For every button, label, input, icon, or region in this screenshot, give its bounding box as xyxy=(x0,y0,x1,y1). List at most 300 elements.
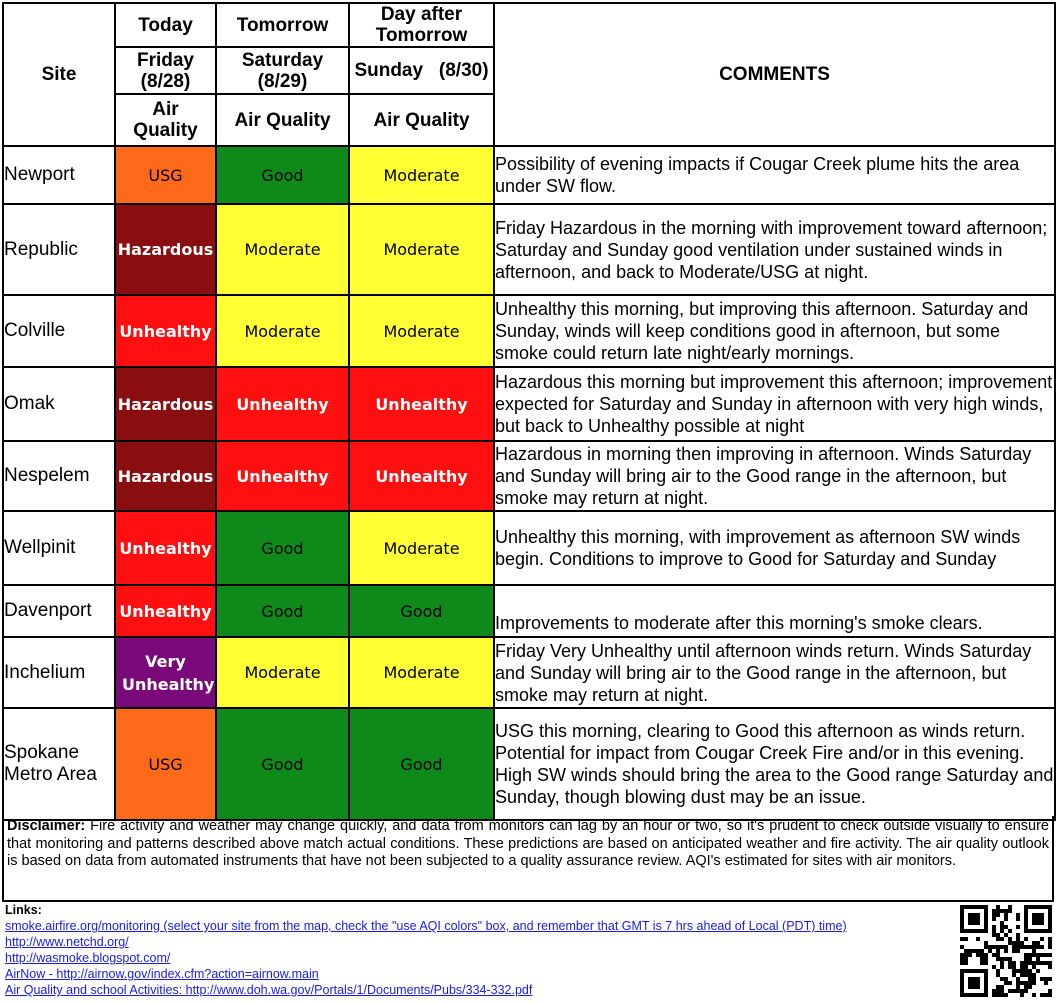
site-header: Site xyxy=(3,3,115,146)
sunday-air-quality-cell: Moderate xyxy=(349,146,494,204)
saturday-air-quality-header: Air Quality xyxy=(216,94,349,146)
qr-module xyxy=(992,917,996,921)
saturday-air-quality-cell: Unhealthy xyxy=(216,441,349,511)
qr-module xyxy=(1020,969,1024,973)
qr-module xyxy=(1004,913,1008,917)
site-name: Newport xyxy=(3,146,115,204)
qr-module xyxy=(1016,941,1020,945)
qr-module xyxy=(1032,921,1036,925)
qr-module xyxy=(1032,981,1036,985)
qr-module xyxy=(972,921,976,925)
qr-module xyxy=(964,953,968,957)
links-label: Links: xyxy=(5,903,42,917)
qr-module xyxy=(1012,961,1016,965)
qr-module xyxy=(984,945,988,949)
qr-module xyxy=(996,953,1000,957)
qr-module xyxy=(1032,965,1036,969)
qr-module xyxy=(1048,937,1052,941)
qr-module xyxy=(980,969,984,973)
qr-module xyxy=(1020,973,1024,977)
table-row xyxy=(3,146,1055,204)
qr-module xyxy=(1032,953,1036,957)
qr-module xyxy=(960,981,964,985)
qr-module xyxy=(1032,929,1036,933)
qr-module xyxy=(1048,953,1052,957)
qr-module xyxy=(1004,949,1008,953)
qr-module xyxy=(1024,925,1028,929)
qr-module xyxy=(1048,977,1052,981)
qr-module xyxy=(1008,905,1012,909)
qr-module xyxy=(996,937,1000,941)
qr-module xyxy=(1036,929,1040,933)
qr-module xyxy=(1048,961,1052,965)
qr-module xyxy=(1028,953,1032,957)
friday-air-quality-cell: USG xyxy=(115,708,216,820)
friday-air-quality-cell: Very Unhealthy xyxy=(115,637,216,708)
disclaimer xyxy=(2,816,1054,902)
qr-module xyxy=(1048,945,1052,949)
qr-module xyxy=(996,989,1000,993)
comment-cell: USG this morning, clearing to Good this afternoon as winds return. Potential for impact from Cougar Creek Fire and/or in this evening. High SW winds should bring the area to the Good range Saturday and Sunday, though blowing dust may be an issue. xyxy=(494,708,1055,820)
saturday-weekday: Saturday xyxy=(241,49,324,71)
qr-module xyxy=(1024,905,1028,909)
qr-module xyxy=(1036,945,1040,949)
friday-date-header xyxy=(115,47,216,94)
qr-module xyxy=(1028,977,1032,981)
disclaimer-label: Disclaimer: xyxy=(7,818,86,834)
qr-module xyxy=(1024,957,1028,961)
qr-module xyxy=(1004,977,1008,981)
qr-module xyxy=(960,985,964,989)
qr-module xyxy=(960,909,964,913)
qr-module xyxy=(1036,913,1040,917)
qr-module xyxy=(1048,917,1052,921)
qr-module xyxy=(984,941,988,945)
friday-air-quality-cell: Unhealthy xyxy=(115,511,216,585)
qr-module xyxy=(1024,961,1028,965)
saturday-air-quality-cell: Good xyxy=(216,146,349,204)
qr-module xyxy=(1024,945,1028,949)
qr-module xyxy=(960,993,964,997)
qr-module xyxy=(1028,981,1032,985)
table-row xyxy=(3,295,1055,367)
qr-module xyxy=(980,929,984,933)
qr-module xyxy=(996,957,1000,961)
qr-module xyxy=(1032,905,1036,909)
qr-module xyxy=(1048,925,1052,929)
qr-module xyxy=(968,905,972,909)
qr-module xyxy=(1036,921,1040,925)
qr-module xyxy=(1048,921,1052,925)
qr-module xyxy=(976,905,980,909)
qr-module xyxy=(980,993,984,997)
qr-module xyxy=(1000,957,1004,961)
qr-module xyxy=(960,989,964,993)
qr-module xyxy=(1000,921,1004,925)
qr-module xyxy=(960,961,964,965)
qr-module xyxy=(964,957,968,961)
disclaimer-text: Fire activity and weather may change quickly, and data from monitors can lag by an hour or two, so it's prudent to check outside visually to ensure that monitoring and patterns described above match actual conditions. These predictions are based on anticipated weather and fire activity. The air quality outlook is based on data from automated instruments that have not been subjected to a quality assurance review. AQI's estimated for sites with air monitors. xyxy=(7,818,1049,869)
qr-module xyxy=(980,949,984,953)
qr-module xyxy=(1040,953,1044,957)
qr-module xyxy=(1028,929,1032,933)
qr-module xyxy=(1020,993,1024,997)
qr-module xyxy=(1024,909,1028,913)
qr-module xyxy=(996,985,1000,989)
comments-header: COMMENTS xyxy=(494,3,1055,146)
saturday-air-quality-cell: Moderate xyxy=(216,295,349,367)
qr-module xyxy=(1016,985,1020,989)
site-name: Inchelium xyxy=(3,637,115,708)
qr-module xyxy=(1036,905,1040,909)
link-netchd[interactable]: http://www.netchd.org/ xyxy=(5,935,129,949)
qr-module xyxy=(1036,969,1040,973)
qr-module xyxy=(1048,941,1052,945)
qr-module xyxy=(976,969,980,973)
qr-module xyxy=(1040,961,1044,965)
qr-module xyxy=(984,977,988,981)
qr-module xyxy=(964,929,968,933)
qr-module xyxy=(992,953,996,957)
site-name: Wellpinit xyxy=(3,511,115,585)
qr-module xyxy=(1004,981,1008,985)
qr-module xyxy=(1012,945,1016,949)
friday-air-quality-cell: Hazardous xyxy=(115,204,216,295)
qr-module xyxy=(1000,961,1004,965)
qr-module xyxy=(968,981,972,985)
qr-module xyxy=(992,909,996,913)
table-row xyxy=(3,367,1055,441)
qr-module xyxy=(1000,929,1004,933)
qr-module xyxy=(1048,929,1052,933)
comment-cell: Improvements to moderate after this morning's smoke clears. xyxy=(494,585,1055,637)
qr-module xyxy=(1004,925,1008,929)
qr-module xyxy=(960,913,964,917)
saturday-air-quality-cell: Moderate xyxy=(216,637,349,708)
saturday-air-quality-cell: Unhealthy xyxy=(216,367,349,441)
qr-module xyxy=(1040,937,1044,941)
qr-module xyxy=(984,909,988,913)
qr-module xyxy=(996,905,1000,909)
qr-module xyxy=(1032,941,1036,945)
qr-module xyxy=(1024,929,1028,933)
qr-module xyxy=(1012,941,1016,945)
qr-module xyxy=(1008,957,1012,961)
qr-module xyxy=(992,945,996,949)
qr-module xyxy=(972,985,976,989)
qr-module xyxy=(1048,965,1052,969)
sunday-air-quality-cell: Moderate xyxy=(349,295,494,367)
link-airnow[interactable]: AirNow - http://airnow.gov/index.cfm?action=airnow.main xyxy=(5,967,319,981)
table-row xyxy=(3,585,1055,637)
qr-module xyxy=(1016,981,1020,985)
qr-module xyxy=(968,953,972,957)
qr-module xyxy=(1020,961,1024,965)
links-list xyxy=(5,918,955,998)
qr-module xyxy=(960,945,964,949)
saturday-air-quality-cell: Good xyxy=(216,585,349,637)
qr-module xyxy=(1028,973,1032,977)
qr-module xyxy=(996,969,1000,973)
qr-module xyxy=(972,905,976,909)
site-name: Davenport xyxy=(3,585,115,637)
qr-module xyxy=(1024,969,1028,973)
qr-module xyxy=(964,949,968,953)
qr-module xyxy=(1048,913,1052,917)
friday-air-quality-cell: USG xyxy=(115,146,216,204)
qr-module xyxy=(1040,929,1044,933)
qr-module xyxy=(1032,977,1036,981)
qr-module xyxy=(1032,973,1036,977)
qr-module xyxy=(968,985,972,989)
qr-module xyxy=(1000,909,1004,913)
qr-module xyxy=(1040,913,1044,917)
qr-module xyxy=(960,921,964,925)
qr-module xyxy=(976,921,980,925)
sunday-date-header xyxy=(349,47,494,94)
qr-module xyxy=(984,969,988,973)
saturday-date-header xyxy=(216,47,349,94)
qr-module xyxy=(980,905,984,909)
comment-cell: Friday Hazardous in the morning with improvement toward afternoon; Saturday and Sunday good ventilation under sustained winds in afternoon, and back to Moderate/USG at night. xyxy=(494,204,1055,295)
qr-module xyxy=(984,961,988,965)
qr-module xyxy=(960,953,964,957)
site-name: Colville xyxy=(3,295,115,367)
qr-module xyxy=(1020,981,1024,985)
friday-air-quality-cell: Unhealthy xyxy=(115,295,216,367)
qr-module xyxy=(1020,945,1024,949)
friday-air-quality-cell: Hazardous xyxy=(115,441,216,511)
qr-module xyxy=(1028,945,1032,949)
qr-module xyxy=(1044,961,1048,965)
qr-module xyxy=(1004,909,1008,913)
qr-module xyxy=(976,913,980,917)
qr-module xyxy=(1024,913,1028,917)
qr-module xyxy=(1036,941,1040,945)
qr-module xyxy=(1044,977,1048,981)
qr-module xyxy=(968,929,972,933)
qr-module xyxy=(960,925,964,929)
qr-module xyxy=(1000,965,1004,969)
qr-module xyxy=(968,977,972,981)
qr-module xyxy=(992,933,996,937)
qr-module xyxy=(1000,977,1004,981)
comment-cell: Friday Very Unhealthy until afternoon winds return. Winds Saturday and Sunday will bring air to the Good range in the afternoon, but smoke may return at night. xyxy=(494,637,1055,708)
qr-module xyxy=(976,953,980,957)
qr-module xyxy=(1032,945,1036,949)
qr-module xyxy=(1028,905,1032,909)
qr-module xyxy=(1004,993,1008,997)
qr-module xyxy=(984,921,988,925)
qr-module xyxy=(984,917,988,921)
qr-module xyxy=(996,933,1000,937)
qr-module xyxy=(1016,917,1020,921)
qr-module xyxy=(972,969,976,973)
qr-module xyxy=(1024,937,1028,941)
sunday-air-quality-cell: Good xyxy=(349,585,494,637)
qr-module xyxy=(1000,925,1004,929)
qr-module xyxy=(960,917,964,921)
friday-date: (8/28) xyxy=(140,70,191,92)
qr-module xyxy=(980,953,984,957)
qr-module xyxy=(1016,989,1020,993)
qr-module xyxy=(1024,973,1028,977)
sunday-air-quality-header: Air Quality xyxy=(349,94,494,146)
friday-weekday: Friday xyxy=(136,49,195,71)
qr-module xyxy=(1040,993,1044,997)
qr-module xyxy=(972,993,976,997)
qr-module xyxy=(1004,945,1008,949)
qr-module xyxy=(1028,961,1032,965)
qr-module xyxy=(1008,937,1012,941)
qr-module xyxy=(996,913,1000,917)
qr-code-image[interactable] xyxy=(960,905,1052,997)
qr-module xyxy=(992,925,996,929)
qr-module xyxy=(976,929,980,933)
qr-module xyxy=(964,937,968,941)
qr-module xyxy=(1024,917,1028,921)
site-name: Nespelem xyxy=(3,441,115,511)
qr-module xyxy=(992,913,996,917)
qr-module xyxy=(1024,953,1028,957)
qr-module xyxy=(1004,917,1008,921)
qr-module xyxy=(968,917,972,921)
qr-module xyxy=(960,937,964,941)
qr-module xyxy=(1044,981,1048,985)
sunday-air-quality-cell: Unhealthy xyxy=(349,367,494,441)
qr-module xyxy=(1044,993,1048,997)
sunday-weekday: Sunday xyxy=(354,60,424,81)
qr-module xyxy=(1008,961,1012,965)
saturday-date: (8/29) xyxy=(257,70,308,92)
qr-module xyxy=(996,993,1000,997)
qr-module xyxy=(1008,929,1012,933)
qr-module xyxy=(1032,961,1036,965)
qr-module xyxy=(1016,969,1020,973)
qr-module xyxy=(972,977,976,981)
qr-module xyxy=(1016,933,1020,937)
qr-module xyxy=(1008,981,1012,985)
qr-module xyxy=(968,921,972,925)
qr-module xyxy=(984,913,988,917)
qr-module xyxy=(1012,965,1016,969)
qr-module xyxy=(1008,909,1012,913)
qr-module xyxy=(1012,969,1016,973)
qr-module xyxy=(968,993,972,997)
saturday-air-quality-cell: Moderate xyxy=(216,204,349,295)
link-smoke-airfire[interactable]: smoke.airfire.org/monitoring (select your site from the map, check the "use AQI colors" box, and remember that GMT is 7 hrs ahead of Local (PDT) time) xyxy=(5,919,847,933)
qr-module xyxy=(1000,937,1004,941)
qr-module xyxy=(1012,949,1016,953)
qr-module xyxy=(976,981,980,985)
qr-module xyxy=(972,929,976,933)
qr-module xyxy=(976,949,980,953)
qr-module xyxy=(968,969,972,973)
qr-module xyxy=(1044,929,1048,933)
table-row xyxy=(3,204,1055,295)
link-doh-school-activities[interactable]: Air Quality and school Activities: http://www.doh.wa.gov/Portals/1/Documents/Pubs/334-332.pdf xyxy=(5,983,533,997)
qr-module xyxy=(1036,961,1040,965)
qr-module xyxy=(1020,989,1024,993)
qr-module xyxy=(1016,949,1020,953)
qr-module xyxy=(972,917,976,921)
friday-air-quality-cell: Hazardous xyxy=(115,367,216,441)
qr-module xyxy=(1036,953,1040,957)
qr-module xyxy=(1032,949,1036,953)
outlook-rows xyxy=(3,146,1055,820)
qr-module xyxy=(996,945,1000,949)
qr-module xyxy=(1040,921,1044,925)
qr-module xyxy=(996,909,1000,913)
qr-module xyxy=(980,961,984,965)
qr-module xyxy=(1032,993,1036,997)
qr-module xyxy=(1032,913,1036,917)
qr-module xyxy=(976,985,980,989)
qr-module xyxy=(960,973,964,977)
qr-module xyxy=(1028,957,1032,961)
qr-module xyxy=(1024,981,1028,985)
site-name: Omak xyxy=(3,367,115,441)
day-after-tomorrow-header: Day after Tomorrow xyxy=(349,3,494,47)
comment-cell: Unhealthy this morning, with improvement as afternoon SW winds begin. Conditions to improve to Good for Saturday and Sunday xyxy=(494,511,1055,585)
qr-module xyxy=(1008,989,1012,993)
sunday-air-quality-cell: Moderate xyxy=(349,511,494,585)
sunday-air-quality-cell: Moderate xyxy=(349,204,494,295)
qr-module xyxy=(996,973,1000,977)
qr-module xyxy=(964,969,968,973)
qr-module xyxy=(984,905,988,909)
qr-module xyxy=(972,981,976,985)
air-quality-outlook-table xyxy=(2,2,1056,821)
qr-module xyxy=(1012,989,1016,993)
qr-module xyxy=(964,961,968,965)
comment-cell: Hazardous this morning but improvement this afternoon; improvement expected for Saturday and Sunday in afternoon with very high winds, but back to Unhealthy possible at night xyxy=(494,367,1055,441)
qr-module xyxy=(984,981,988,985)
comment-cell: Unhealthy this morning, but improving this afternoon. Saturday and Sunday, winds will keep conditions good in afternoon, but some smoke could return late night/early mornings. xyxy=(494,295,1055,367)
comment-cell: Hazardous in morning then improving in afternoon. Winds Saturday and Sunday will bring air to the Good range in the afternoon, but smoke may return at night. xyxy=(494,441,1055,511)
qr-module xyxy=(992,965,996,969)
saturday-air-quality-cell: Good xyxy=(216,511,349,585)
qr-module xyxy=(972,949,976,953)
qr-module xyxy=(980,957,984,961)
site-name: Spokane Metro Area xyxy=(3,708,115,820)
qr-module xyxy=(984,953,988,957)
qr-module xyxy=(984,989,988,993)
qr-module xyxy=(1040,917,1044,921)
qr-module xyxy=(960,957,964,961)
qr-module xyxy=(976,977,980,981)
qr-module xyxy=(1016,925,1020,929)
site-name: Republic xyxy=(3,204,115,295)
qr-module xyxy=(984,973,988,977)
table-row xyxy=(3,708,1055,820)
sunday-air-quality-cell: Unhealthy xyxy=(349,441,494,511)
table-row xyxy=(3,441,1055,511)
qr-module xyxy=(1040,945,1044,949)
qr-module xyxy=(976,917,980,921)
qr-module xyxy=(1000,945,1004,949)
qr-module xyxy=(976,993,980,997)
qr-module xyxy=(964,993,968,997)
qr-module xyxy=(1024,989,1028,993)
qr-module xyxy=(1048,989,1052,993)
qr-module xyxy=(988,949,992,953)
qr-module xyxy=(1020,965,1024,969)
comment-cell: Possibility of evening impacts if Cougar Creek plume hits the area under SW flow. xyxy=(494,146,1055,204)
qr-module xyxy=(1040,905,1044,909)
qr-module xyxy=(988,945,992,949)
link-wasmoke[interactable]: http://wasmoke.blogspot.com/ xyxy=(5,951,171,965)
